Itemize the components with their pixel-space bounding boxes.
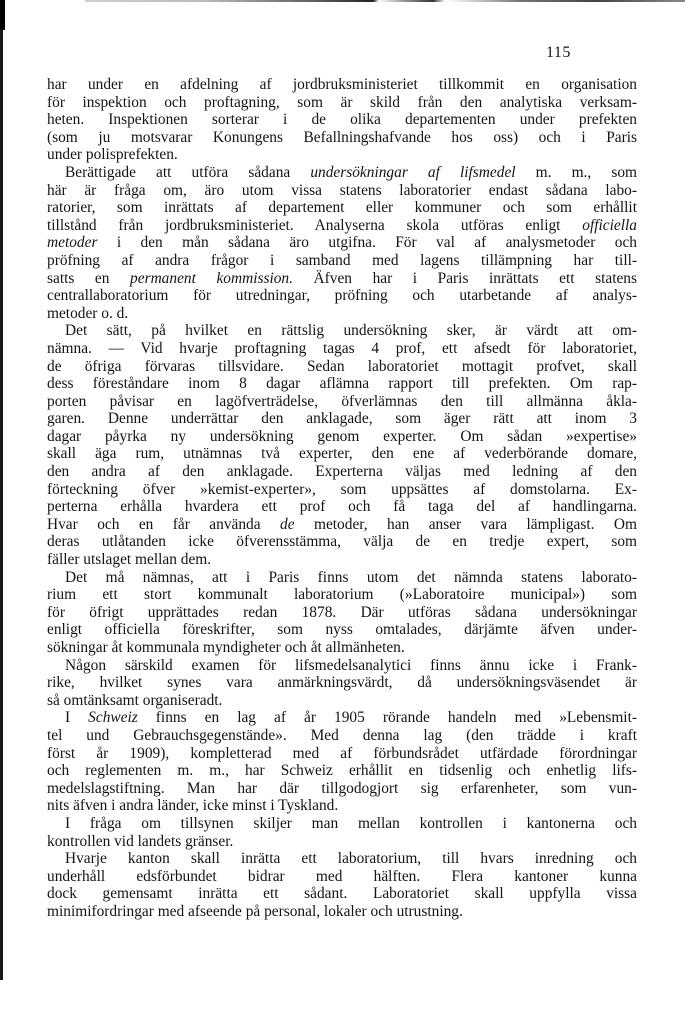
text-line: de öfriga förvaras tillsvidare. Sedan laboratoriet mottagit profvet, skall (47, 357, 637, 375)
text-segment: Hvar och en får använda (47, 515, 281, 533)
text-line: och reglementen m. m., har Schweiz erhållit en tidsenlig och enhetlig lifs- (47, 762, 637, 780)
text-line: Det må nämnas, att i Paris finns utom det nämnda statens laborato- (65, 568, 637, 586)
text-line: metoder o. d. (47, 304, 129, 322)
text-line: I fråga om tillsynen skiljer man mellan kontrollen i kantonerna och (65, 814, 637, 832)
text-line: sökningar åt kommunala myndigheter och åt allmänheten. (47, 639, 405, 656)
text-line: dess föreståndare inom 8 dagar aflämna rapport till prefekten. Om rap- (47, 375, 637, 393)
text-segment: metoder, han anser vara lämpligast. Om (294, 515, 637, 533)
text-line: rike, hvilket synes vara anmärkningsvärdt, då undersökningsväsendet är (47, 674, 637, 692)
text-line: så omtänksamt organiseradt. (47, 691, 223, 709)
text-line: skall äga rum, utnämnas två experter, den ene af vederbörande domare, (47, 445, 637, 463)
text-line (47, 217, 637, 235)
text-line: medelslagstiftning. Man har där tillgodogjort sig erfarenheter, som vun- (47, 779, 637, 797)
text-line (47, 709, 637, 727)
italic-term: undersökningar af lifsmedel (310, 163, 516, 181)
text-line: pröfning af andra frågor i samband med lagens tillämpning har till- (47, 251, 637, 269)
text-line: Hvarje kanton skall inrätta ett laboratorium, till hvars inredning och (65, 850, 637, 868)
text-line: nämna. — Vid hvarje proftagning tagas 4 prof, ett afsedt för laboratoriet, (47, 339, 637, 357)
body-text (47, 76, 637, 921)
text-line: fäller utslaget mellan dem. (47, 551, 212, 569)
text-line: minimifordringar med afseende på personal, lokaler och utrustning. (47, 902, 463, 920)
text-line: för inspektion och proftagning, som är skild från den analytiska verksam- (47, 93, 637, 111)
paragraph (47, 850, 637, 920)
text-line: porten påvisar en lagöfverträdelse, öfverlämnas den till allmänna åkla- (47, 392, 637, 410)
paragraph (47, 709, 637, 815)
text-segment: satts en (47, 269, 131, 287)
scan-border-left (0, 0, 3, 980)
text-line: först år 1909), kompletterad med af förbundsrådet utfärdade förordningar (47, 744, 637, 762)
text-segment: i den mån sådana äro utgifna. För val af analysmetoder och (97, 234, 637, 252)
italic-term: de (280, 515, 295, 533)
scan-border-corner (0, 0, 5, 30)
paragraph (47, 569, 637, 657)
text-line: (som ju motsvarar Konungens Befallningshafvande hos oss) och i Paris (47, 128, 637, 146)
text-line: ratorier, som inrättats af departement eller kommuner och som erhållit (47, 199, 637, 217)
text-line: deras utlåtanden icke öfverensstämma, välja de en tredje expert, som (47, 533, 637, 551)
text-line (47, 516, 637, 534)
text-segment: Berättigade att utföra sådana (65, 163, 311, 181)
text-line: kontrollen vid landets gränser. (47, 832, 234, 850)
text-line: Någon särskild examen för lifsmedelsanalytici finns ännu icke i Frank- (65, 656, 637, 674)
text-segment: finns en lag af år 1905 rörande handeln med »Lebensmit- (137, 709, 637, 727)
text-line: har under en afdelning af jordbruksministeriet tillkommit en organisation (47, 76, 637, 93)
text-line: centrallaboratorium för utredningar, pröfning och utarbetande af analys- (47, 287, 637, 305)
text-line (47, 164, 637, 182)
text-line: rium ett stort kommunalt laboratorium (»Laboratoire municipal») som (47, 586, 637, 604)
text-line: enligt officiella föreskrifter, som nyss omtalades, därjämte äfven under- (47, 621, 637, 639)
text-line: under polisprefekten. (47, 146, 178, 164)
text-line: underhåll edsförbundet bidrar med hälften. Flera kantoner kunna (47, 867, 637, 885)
text-segment: I (65, 709, 89, 727)
text-line: garen. Denne underrättar den anklagade, som äger rätt att inom 3 (47, 410, 637, 428)
paragraph (47, 322, 637, 568)
text-segment: tillstånd från jordbruksministeriet. Analyserna skola utföras enligt (47, 216, 583, 234)
text-line: den andra af den anklagade. Experterna väljas med ledning af den (47, 463, 637, 481)
paragraph (47, 657, 637, 710)
italic-term: permanent kommission. (130, 269, 293, 287)
italic-term: officiella (582, 216, 637, 234)
scan-border-top (85, 0, 685, 2)
text-line (47, 234, 637, 252)
text-line: här är fråga om, äro utom vissa statens laboratorier endast sådana labo- (47, 181, 637, 199)
text-line: perterna erhålla hvardera ett prof och få taga del af handlingarna. (47, 498, 637, 516)
italic-term: metoder (47, 234, 98, 252)
text-line (47, 270, 637, 288)
text-line: nits äfven i andra länder, icke minst i Tyskland. (47, 797, 339, 815)
text-segment: m. m., som (515, 163, 638, 181)
paragraph (47, 76, 637, 164)
text-line: förteckning öfver »kemist-experter», som uppsättes af domstolarna. Ex- (47, 480, 637, 498)
italic-term: Schweiz (88, 709, 138, 727)
text-segment: Äfven har i Paris inrättats ett statens (292, 269, 637, 287)
paragraph (47, 815, 637, 850)
text-line: tel und Gebrauchsgegenstände». Med denna lag (den trädde i kraft (47, 726, 637, 744)
text-line: för öfrigt upprättades redan 1878. Där utföras sådana undersökningar (47, 603, 637, 621)
text-line: Det sätt, på hvilket en rättslig undersökning sker, är värdt att om- (65, 322, 637, 340)
paragraph (47, 164, 637, 322)
text-line: heten. Inspektionen sorterar i de olika departementen under prefekten (47, 111, 637, 129)
text-line: dock gemensamt inrätta ett sådant. Laboratoriet skall uppfylla vissa (47, 885, 637, 903)
text-line: dagar påyrka ny undersökning genom experter. Om sådan »expertise» (47, 427, 637, 445)
page-number: 115 (546, 44, 571, 61)
